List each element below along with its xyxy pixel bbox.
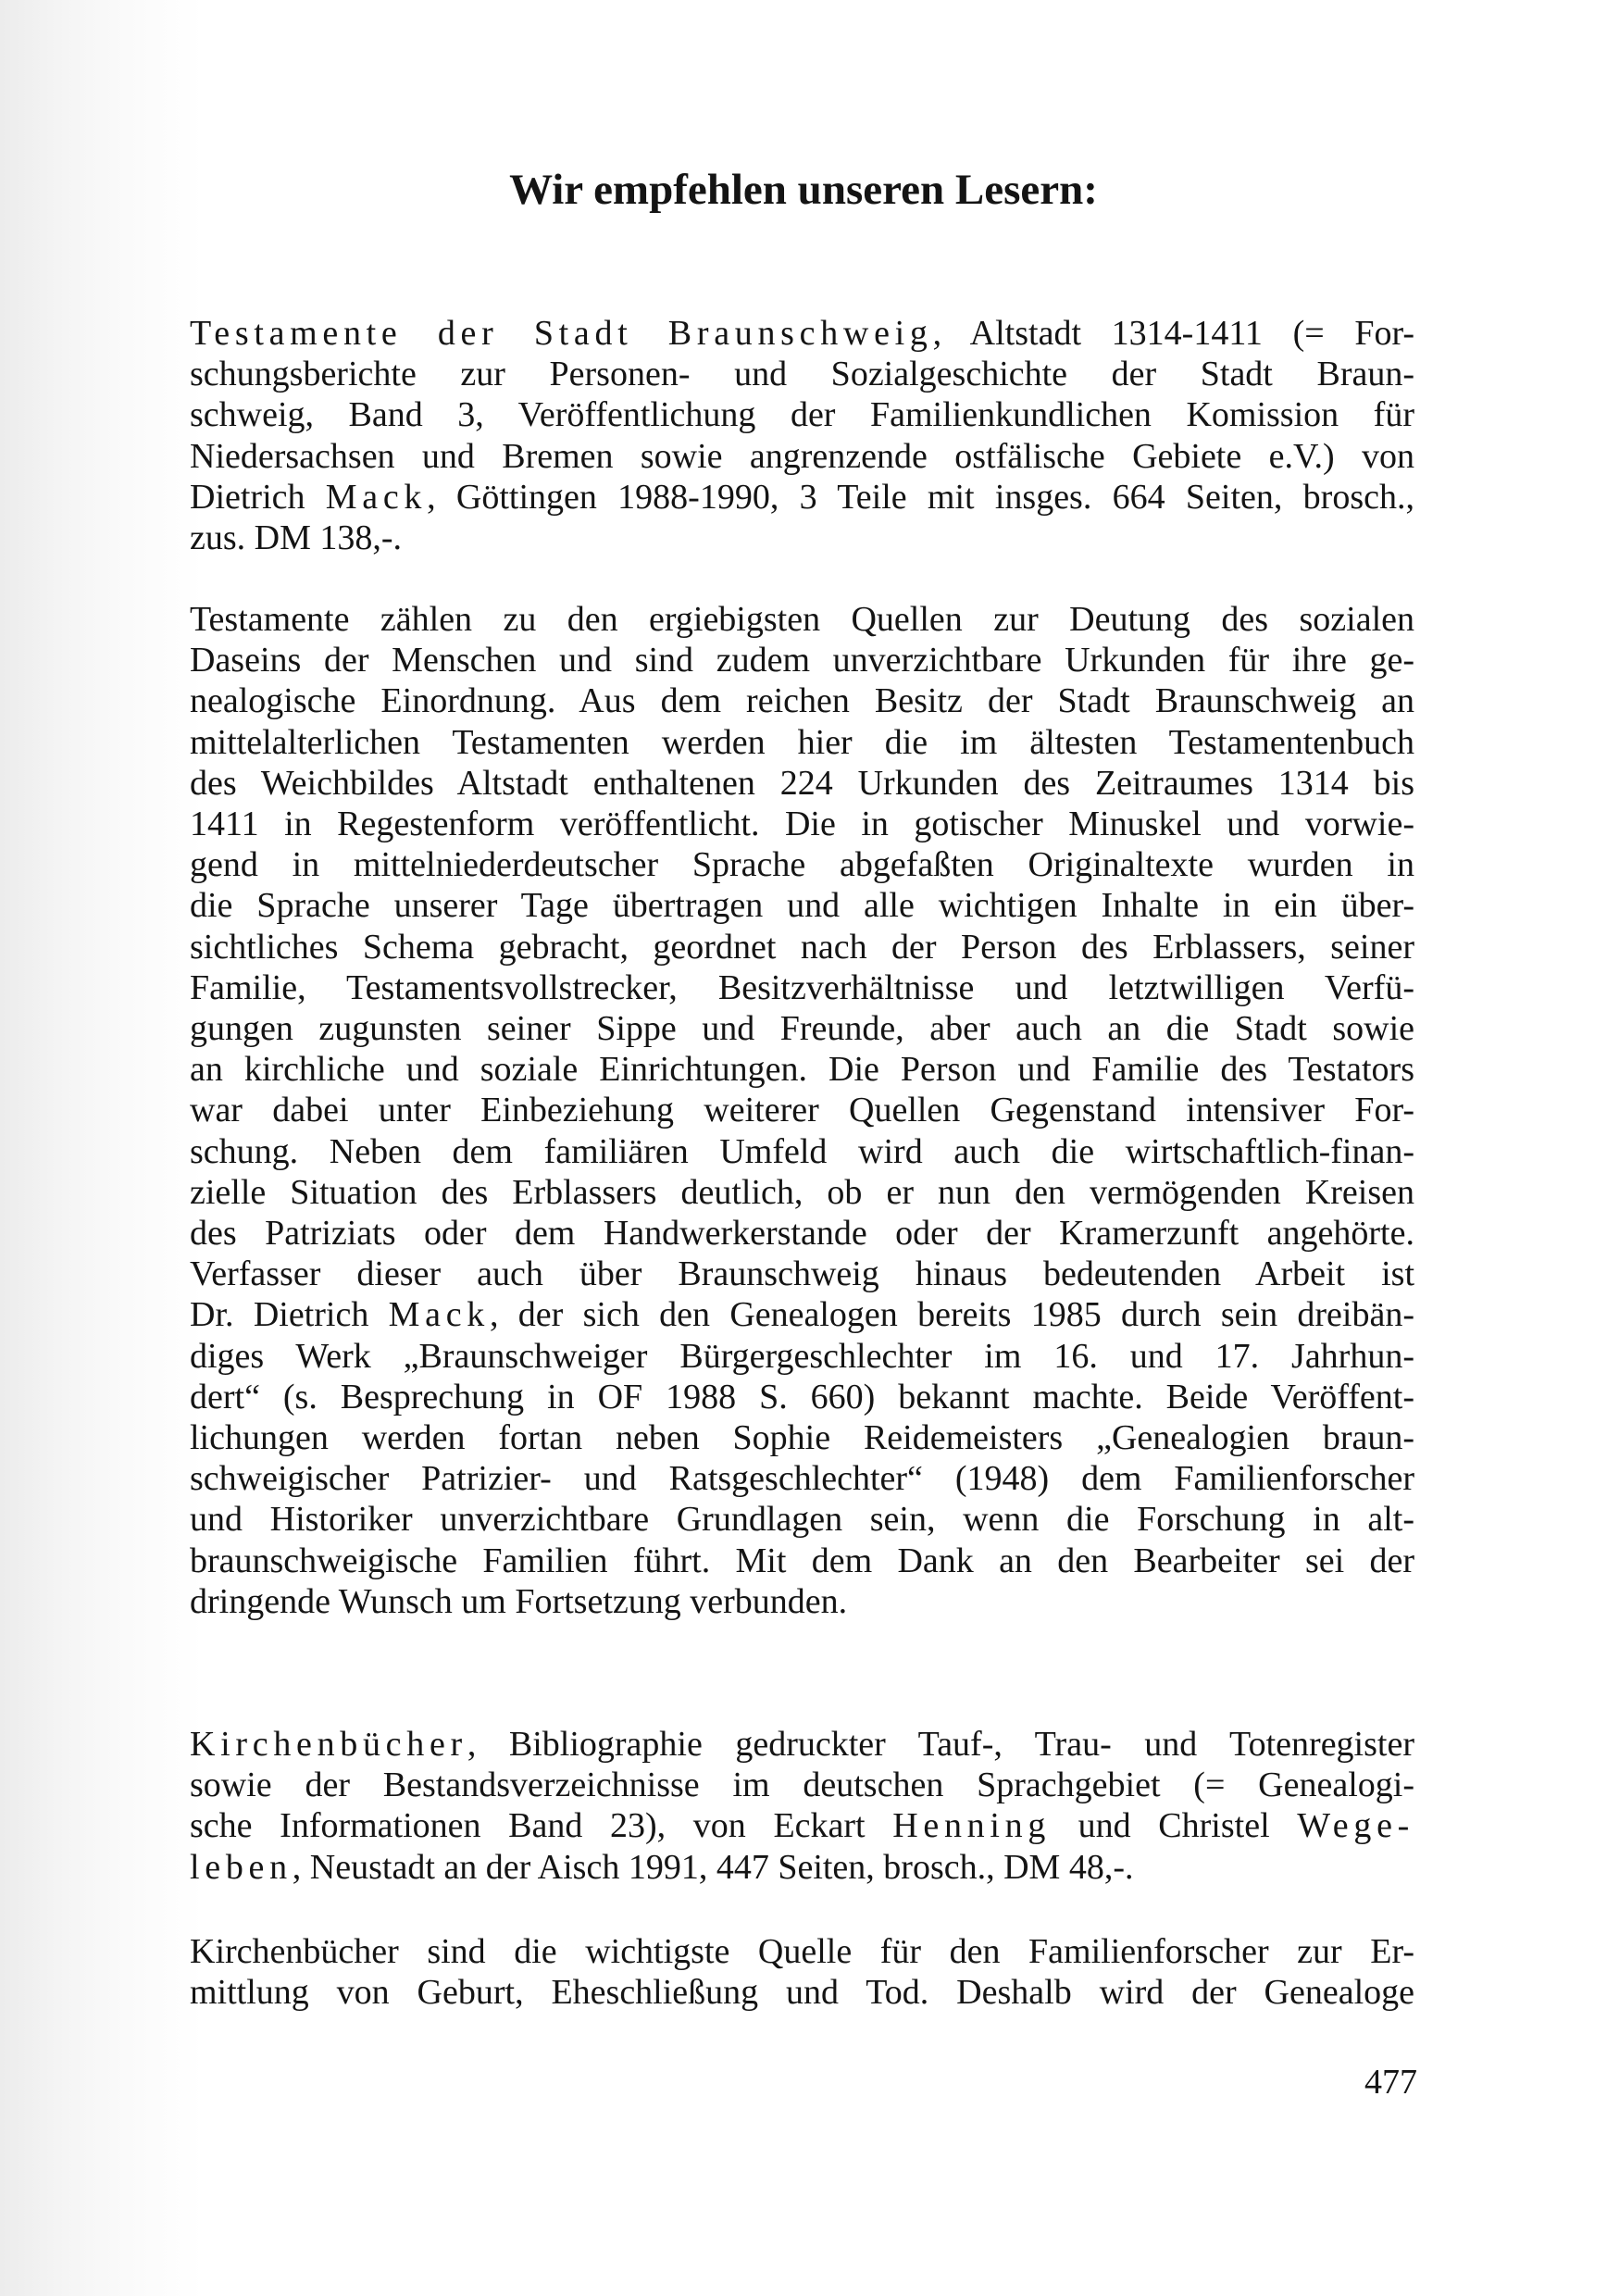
text-line: gend in mittelniederdeutscher Sprache abgefaßten Originaltexte wurden in xyxy=(190,845,1414,885)
text-segment: , der sich den Genealogen bereits 1985 durch sein dreibän- xyxy=(489,1295,1414,1335)
letterspaced-name: Testamente der Stadt Braunschweig xyxy=(190,314,933,353)
text-line xyxy=(190,1724,1414,1765)
text-line: und Historiker unverzichtbare Grundlagen sein, wenn die Forschung in alt- xyxy=(190,1500,1414,1540)
paragraph-book-citation-testamente xyxy=(190,313,1414,558)
text-line: Niedersachsen und Bremen sowie angrenzende ostfälische Gebiete e.V.) von xyxy=(190,436,1414,476)
text-line xyxy=(190,1847,1414,1888)
text-line: Familie, Testamentsvollstrecker, Besitzverhältnisse und letztwilligen Verfü- xyxy=(190,967,1414,1007)
text-line: schungsberichte zur Personen- und Sozialgeschichte der Stadt Braun- xyxy=(190,355,1414,394)
text-line: des Weichbildes Altstadt enthaltenen 224 Urkunden des Zeitraumes 1314 bis xyxy=(190,763,1414,803)
letterspaced-name: Kirchenbücher xyxy=(190,1725,467,1764)
text-segment: , Neustadt an der Aisch 1991, 447 Seiten, brosch., DM 48,-. xyxy=(292,1847,1134,1887)
letterspaced-name: Mack xyxy=(325,477,428,517)
text-line: schweig, Band 3, Veröffentlichung der Familienkundlichen Komission für xyxy=(190,395,1414,435)
text-segment: , Göttingen 1988-1990, 3 Teile mit insges. 664 Seiten, brosch., xyxy=(427,477,1414,517)
text-line: mittelalterlichen Testamenten werden hier die im ältesten Testamentenbuch xyxy=(190,722,1414,762)
text-line: Verfasser dieser auch über Braunschweig hinaus bedeutenden Arbeit ist xyxy=(190,1254,1414,1294)
page-number: 477 xyxy=(1364,2063,1417,2102)
text-line: dert“ (s. Besprechung in OF 1988 S. 660) bekannt machte. Beide Veröffent- xyxy=(190,1377,1414,1416)
text-line: sichtliches Schema gebracht, geordnet nach der Person des Erblassers, seiner xyxy=(190,927,1414,967)
text-segment: sche Informationen Band 23), von Eckart xyxy=(190,1806,893,1846)
paragraph-review-testamente xyxy=(190,599,1414,1622)
text-line: an kirchliche und soziale Einrichtungen. Die Person und Familie des Testators xyxy=(190,1050,1414,1090)
text-line: war dabei unter Einbeziehung weiterer Quellen Gegenstand intensiver For- xyxy=(190,1091,1414,1130)
text-line: des Patriziats oder dem Handwerkerstande oder der Kramerzunft angehörte. xyxy=(190,1214,1414,1254)
text-segment: , Bibliographie gedruckter Tauf-, Trau- und Totenregister xyxy=(467,1725,1414,1764)
text-line: zielle Situation des Erblassers deutlich, ob er nun den vermögenden Kreisen xyxy=(190,1172,1414,1212)
letterspaced-name: Wege- xyxy=(1297,1806,1414,1846)
text-line: Kirchenbücher sind die wichtigste Quelle für den Familienforscher zur Er- xyxy=(190,1932,1414,1971)
text-line: mittlung von Geburt, Eheschließung und Tod. Deshalb wird der Genealoge xyxy=(190,1973,1414,2013)
text-line: Testamente zählen zu den ergiebigsten Quellen zur Deutung des sozialen xyxy=(190,600,1414,639)
text-line: nealogische Einordnung. Aus dem reichen Besitz der Stadt Braunschweig an xyxy=(190,681,1414,721)
text-line: braunschweigische Familien führt. Mit dem Dank an den Bearbeiter sei der xyxy=(190,1541,1414,1580)
text-line xyxy=(190,477,1414,518)
text-line: diges Werk „Braunschweiger Bürgergeschlechter im 16. und 17. Jahrhun- xyxy=(190,1336,1414,1376)
text-line: schweigischer Patrizier- und Ratsgeschlechter“ (1948) dem Familienforscher xyxy=(190,1459,1414,1499)
letterspaced-name: leben xyxy=(190,1847,293,1887)
text-line xyxy=(190,1294,1414,1335)
paragraph-book-citation-kirchenbuecher xyxy=(190,1724,1414,1888)
text-line xyxy=(190,313,1414,354)
text-line: gungen zugunsten seiner Sippe und Freunde, aber auch an die Stadt sowie xyxy=(190,1009,1414,1049)
letterspaced-name: Mack xyxy=(388,1295,490,1335)
text-segment: Dr. Dietrich xyxy=(190,1295,389,1335)
text-line xyxy=(190,1805,1414,1846)
text-line: dringende Wunsch um Fortsetzung verbunden. xyxy=(190,1581,848,1621)
text-line: 1411 in Regestenform veröffentlicht. Die in gotischer Minuskel und vorwie- xyxy=(190,805,1414,844)
letterspaced-name: Henning xyxy=(892,1806,1052,1846)
text-segment: Dietrich xyxy=(190,477,326,517)
text-line: die Sprache unserer Tage übertragen und alle wichtigen Inhalte in ein über- xyxy=(190,886,1414,926)
text-segment: , Altstadt 1314-1411 (= For- xyxy=(932,314,1415,353)
text-line: schung. Neben dem familiären Umfeld wird auch die wirtschaftlich-finan- xyxy=(190,1131,1414,1171)
text-line: sowie der Bestandsverzeichnisse im deutschen Sprachgebiet (= Genealogi- xyxy=(190,1766,1414,1805)
text-line: Daseins der Menschen und sind zudem unverzichtbare Urkunden für ihre ge- xyxy=(190,641,1414,680)
text-segment: und Christel xyxy=(1051,1806,1298,1846)
paragraph-review-kirchenbuecher xyxy=(190,1931,1414,2013)
text-line: lichungen werden fortan neben Sophie Reidemeisters „Genealogien braun- xyxy=(190,1418,1414,1458)
page-heading: Wir empfehlen unseren Lesern: xyxy=(509,166,1098,214)
text-line: zus. DM 138,-. xyxy=(190,518,403,558)
